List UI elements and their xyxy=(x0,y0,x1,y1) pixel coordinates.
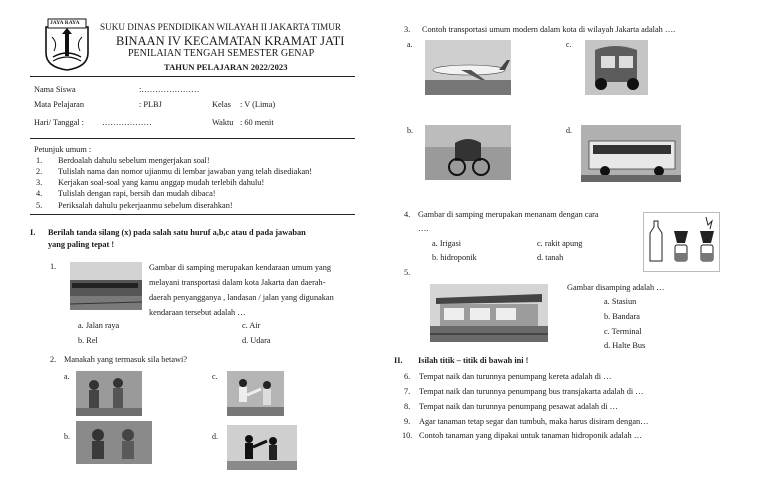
section1-roman: I. xyxy=(30,228,36,237)
q3-option-a[interactable]: a. xyxy=(407,40,413,49)
section2-text-8: Tempat naik dan turunnya penumpang pesawat adalah di … xyxy=(419,402,618,411)
q5-text: Gambar disamping adalah … xyxy=(567,283,665,292)
petunjuk-num-2: 2. xyxy=(36,167,43,176)
transjakarta-bus-photo[interactable] xyxy=(581,125,681,182)
petunjuk-title: Petunjuk umum : xyxy=(34,145,92,154)
section2-num-8: 8. xyxy=(404,402,411,411)
section2-text-6: Tempat naik dan turunnya penumpang kereta adalah di … xyxy=(419,372,612,381)
silat-photo-d[interactable] xyxy=(227,425,297,470)
petunjuk-num-3: 3. xyxy=(36,178,43,187)
q1-option-d[interactable]: d. Udara xyxy=(242,336,271,345)
bajaj-photo[interactable] xyxy=(585,40,648,95)
nama-label: Nama Siswa xyxy=(34,85,76,94)
airplane-photo[interactable] xyxy=(425,40,511,95)
petunjuk-rule xyxy=(30,214,355,215)
q5-number: 5. xyxy=(404,268,411,277)
q2-number: 2. xyxy=(50,355,57,364)
nama-value: :………………… xyxy=(139,85,200,94)
mapel-label: Mata Pelajaran xyxy=(34,100,84,109)
q1-option-b[interactable]: b. Rel xyxy=(78,336,98,345)
header-rule xyxy=(30,76,355,77)
q4-option-d[interactable]: d. tanah xyxy=(537,253,564,262)
section2-num-6: 6. xyxy=(404,372,411,381)
q2-text: Manakah yang termasuk sila betawi? xyxy=(64,355,188,364)
q4-option-a[interactable]: a. Irigasi xyxy=(432,239,462,248)
petunjuk-text-1: Berdoalah dahulu sebelum mengerjakan soal! xyxy=(58,156,210,165)
q2-option-b[interactable]: b. xyxy=(64,432,70,441)
station-photo xyxy=(430,284,548,342)
section2-num-7: 7. xyxy=(404,387,411,396)
waktu-label: Waktu xyxy=(212,118,234,127)
section1-line-2: yang paling tepat ! xyxy=(48,240,115,249)
becak-photo[interactable] xyxy=(425,125,511,180)
silat-photo-b[interactable] xyxy=(76,421,152,464)
q4-line-2: …. xyxy=(418,224,429,233)
q1-text-line-3: daerah penyangganya , landasan / jalan yang digunakan xyxy=(149,293,334,302)
petunjuk-text-4: Tulislah dengan rapi, bersih dan mudah dibaca! xyxy=(58,189,216,198)
q4-option-b[interactable]: b. hidroponik xyxy=(432,253,477,262)
train-photo xyxy=(70,262,142,310)
q1-number: 1. xyxy=(50,262,57,271)
kelas-label: Kelas xyxy=(212,100,231,109)
logo-text: JAYA RAYA xyxy=(50,20,80,26)
q4-number: 4. xyxy=(404,210,411,219)
q1-option-c[interactable]: c. Air xyxy=(242,321,261,330)
petunjuk-num-4: 4. xyxy=(36,189,43,198)
kelas-value: : V (Lima) xyxy=(240,100,276,109)
q2-option-d[interactable]: d. xyxy=(212,432,218,441)
q5-option-a[interactable]: a. Stasiun xyxy=(604,297,637,306)
petunjuk-text-2: Tulislah nama dan nomor ujianmu di lembar jawaban yang telah disediakan! xyxy=(58,167,313,176)
section2-num-10: 10. xyxy=(402,431,413,440)
hari-value: ……………… xyxy=(102,118,152,127)
hydroponic-bottles-illustration xyxy=(643,212,720,272)
q3-option-b[interactable]: b. xyxy=(407,126,413,135)
q3-option-d[interactable]: d. xyxy=(566,126,572,135)
petunjuk-num-5: 5. xyxy=(36,201,43,210)
header-line-2: BINAAN IV KECAMATAN KRAMAT JATI xyxy=(116,34,345,48)
q3-text: Contoh transportasi umum modern dalam kota di wilayah Jakarta adalah …. xyxy=(422,25,676,34)
hari-label: Hari/ Tanggal : xyxy=(34,118,84,127)
q3-option-c[interactable]: c. xyxy=(566,40,572,49)
jakarta-logo xyxy=(44,17,90,71)
q1-text-line-4: kendaraan tersebut adalah … xyxy=(149,308,246,317)
mapel-value: : PLBJ xyxy=(139,100,162,109)
section2-text-10: Contoh tanaman yang dipakai untuk tanaman hidroponik adalah … xyxy=(419,431,643,440)
silat-photo-a[interactable] xyxy=(76,371,142,416)
info-rule xyxy=(30,138,355,139)
section2-text-9: Agar tanaman tetap segar dan tumbuh, maka harus disiram dengan… xyxy=(419,417,649,426)
q5-option-b[interactable]: b. Bandara xyxy=(604,312,640,321)
q4-option-c[interactable]: c. rakit apung xyxy=(537,239,583,248)
q5-option-d[interactable]: d. Halte Bus xyxy=(604,341,646,350)
section2-text-7: Tempat naik dan turunnya penumpang bus transjakarta adalah di … xyxy=(419,387,644,396)
q4-line-1: Gambar di samping merupakan menanam dengan cara xyxy=(418,210,599,219)
q5-option-c[interactable]: c. Terminal xyxy=(604,327,642,336)
section1-line-1: Berilah tanda silang (x) pada salah satu huruf a,b,c atau d pada jawaban xyxy=(48,228,306,237)
header-line-3: PENILAIAN TENGAH SEMESTER GENAP xyxy=(128,48,315,59)
section2-title: Isilah titik – titik di bawah ini ! xyxy=(418,356,529,365)
petunjuk-text-5: Periksalah dahulu pekerjaanmu sebelum diserahkan! xyxy=(58,201,233,210)
q1-option-a[interactable]: a. Jalan raya xyxy=(78,321,120,330)
q2-option-a[interactable]: a. xyxy=(64,372,70,381)
section2-num-9: 9. xyxy=(404,417,411,426)
petunjuk-num-1: 1. xyxy=(36,156,43,165)
q3-number: 3. xyxy=(404,25,411,34)
header-line-4: TAHUN PELAJARAN 2022/2023 xyxy=(164,62,288,72)
silat-photo-c[interactable] xyxy=(227,371,284,416)
q2-option-c[interactable]: c. xyxy=(212,372,218,381)
waktu-value: : 60 menit xyxy=(240,118,274,127)
petunjuk-text-3: Kerjakan soal-soal yang kamu anggap mudah terlebih dahulu! xyxy=(58,178,265,187)
header-line-1: SUKU DINAS PENDIDIKAN WILAYAH II JAKARTA TIMUR xyxy=(100,22,341,32)
section2-roman: II. xyxy=(394,356,403,365)
q1-text-line-1: Gambar di samping merupakan kendaraan umum yang xyxy=(149,263,332,272)
q1-text-line-2: melayani transportasi dalam kota Jakarta dan daerah- xyxy=(149,278,326,287)
